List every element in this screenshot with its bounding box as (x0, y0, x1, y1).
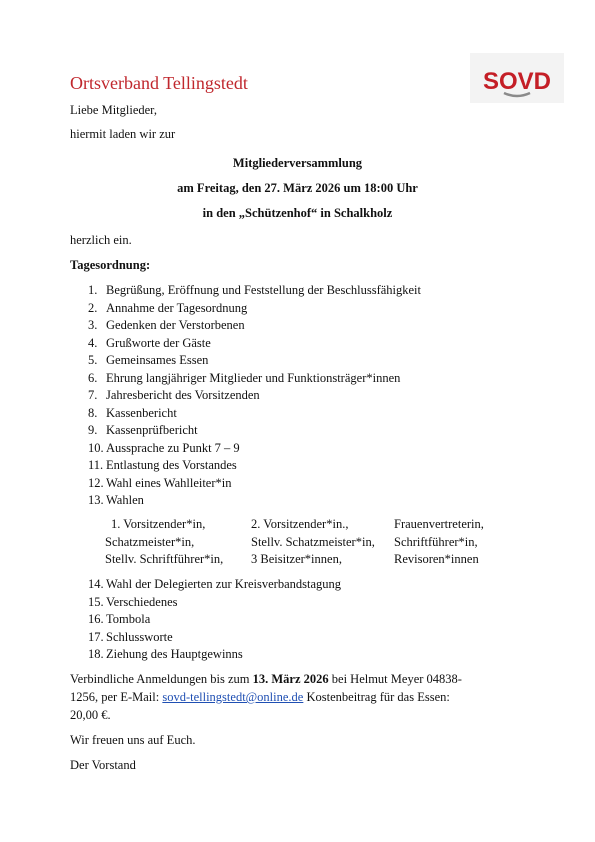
agenda-item (88, 629, 341, 647)
agenda-item-number: 7. (88, 388, 98, 402)
agenda-item-text: Gedenken der Verstorbenen (106, 318, 245, 332)
agenda-item-number: 4. (88, 335, 98, 350)
agenda-item (88, 300, 421, 318)
registration-info (70, 670, 462, 724)
agenda-item (88, 422, 421, 440)
agenda-item-text: Ehrung langjähriger Mitglieder und Funktionsträger*innen (106, 370, 401, 385)
agenda-item (88, 282, 421, 300)
agenda-item-text: Ziehung des Hauptgewinns (106, 647, 243, 661)
agenda-item-text: Kassenbericht (106, 405, 177, 420)
agenda-item (88, 492, 421, 510)
agenda-list (88, 282, 421, 510)
election-item: Schatzmeister*in, (105, 534, 195, 549)
agenda-item-text: Annahme der Tagesordnung (106, 300, 248, 315)
election-item: Schriftführer*in, (394, 534, 478, 549)
agenda-item-number: 16. (88, 612, 104, 626)
agenda-item-number: 5. (88, 353, 98, 367)
agenda-item (88, 646, 341, 664)
agenda-item-text: Wahl eines Wahlleiter*in (106, 475, 232, 490)
agenda-item-number: 6. (88, 370, 98, 385)
event-location: in den „Schützenhof“ in Schalkholz (202, 206, 393, 220)
agenda-item-number: 1. (88, 283, 98, 297)
agenda-item-number: 17. (88, 629, 104, 644)
agenda-item-text: Wahlen (106, 493, 144, 507)
agenda-list-continued (88, 576, 341, 664)
agenda-item (88, 457, 421, 475)
agenda-item (88, 576, 341, 594)
email-link[interactable]: sovd-tellingstedt@online.de (162, 690, 304, 704)
registration-text: bei Helmut Meyer 04838- (328, 672, 462, 686)
election-item: Revisoren*innen (394, 552, 479, 566)
intro-text: hiermit laden wir zur (70, 127, 176, 141)
greeting: Liebe Mitglieder, (70, 103, 157, 117)
agenda-item-number: 14. (88, 577, 104, 591)
elections-col-1 (105, 516, 223, 569)
agenda-item (88, 352, 421, 370)
election-item: 3 Beisitzer*innen, (251, 552, 342, 566)
agenda-item-number: 10. (88, 440, 104, 455)
event-datetime: am Freitag, den 27. März 2026 um 18:00 Uhr (177, 181, 418, 195)
agenda-item-number: 9. (88, 423, 98, 437)
registration-deadline: 13. März 2026 (252, 672, 329, 686)
outro-text: Wir freuen uns auf Euch. (70, 733, 196, 747)
election-item: 2. Vorsitzender*in., (251, 517, 349, 531)
agenda-item (88, 335, 421, 353)
agenda-item-number: 8. (88, 405, 98, 420)
agenda-item-text: Aussprache zu Punkt 7 – 9 (106, 440, 240, 455)
agenda-item-number: 15. (88, 594, 104, 609)
agenda-item-text: Jahresbericht des Vorsitzenden (106, 388, 260, 402)
registration-text: Kostenbeitrag für das Essen: (303, 690, 450, 704)
agenda-item-number: 12. (88, 475, 104, 490)
agenda-item (88, 440, 421, 458)
agenda-item (88, 370, 421, 388)
sovd-logo (470, 53, 564, 103)
agenda-item-text: Entlastung des Vorstandes (106, 458, 237, 472)
agenda-item (88, 611, 341, 629)
invite-closing: herzlich ein. (70, 233, 132, 247)
agenda-item-number: 2. (88, 300, 98, 315)
agenda-item (88, 405, 421, 423)
elections-col-3 (394, 516, 484, 569)
agenda-item-number: 3. (88, 318, 98, 332)
agenda-item-text: Verschiedenes (106, 594, 178, 609)
election-item: Stellv. Schatzmeister*in, (251, 534, 375, 549)
agenda-heading: Tagesordnung: (70, 258, 151, 272)
agenda-item-text: Wahl der Delegierten zur Kreisverbandstagung (106, 577, 342, 591)
agenda-item-number: 18. (88, 647, 104, 661)
agenda-item (88, 317, 421, 335)
agenda-item-text: Begrüßung, Eröffnung und Feststellung der Beschlussfähigkeit (106, 283, 422, 297)
registration-text: 1256, per E-Mail: (70, 690, 163, 704)
registration-fee: 20,00 €. (70, 708, 111, 722)
agenda-item (88, 594, 341, 612)
election-item: Frauenvertreterin, (394, 517, 484, 531)
agenda-item-text: Schlussworte (106, 629, 173, 644)
agenda-item-text: Gemeinsames Essen (106, 353, 209, 367)
agenda-item-text: Kassenprüfbericht (106, 423, 198, 437)
agenda-item (88, 475, 421, 493)
election-item: Stellv. Schriftführer*in, (105, 552, 224, 566)
agenda-item-text: Tombola (106, 612, 151, 626)
registration-text: Verbindliche Anmeldungen bis zum (70, 672, 253, 686)
agenda-item-number: 11. (88, 458, 104, 472)
agenda-item-text: Grußworte der Gäste (106, 335, 211, 350)
event-title: Mitgliederversammlung (232, 156, 363, 170)
election-item: 1. Vorsitzender*in, (111, 517, 206, 531)
org-title: Ortsverband Tellingstedt (70, 73, 248, 93)
elections-col-2 (251, 516, 375, 569)
agenda-item (88, 387, 421, 405)
signature: Der Vorstand (70, 758, 136, 772)
agenda-item-number: 13. (88, 493, 104, 507)
svg-text:SOVD: SOVD (482, 68, 552, 95)
